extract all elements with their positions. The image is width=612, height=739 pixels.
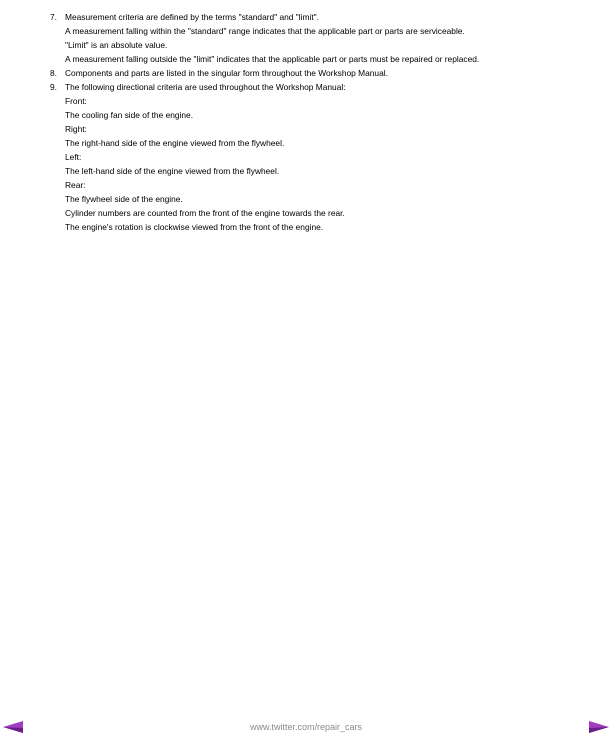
list-item-line: A measurement falling outside the "limit" indicates that the applicable part or parts must be repaired or replaced. (65, 54, 480, 64)
triangle-right-arrow-icon (588, 720, 610, 734)
list-item-8 (0, 66, 612, 80)
list-item-number: 8. (50, 68, 57, 78)
next-page-button[interactable] (588, 720, 610, 734)
direction-description: The right-hand side of the engine viewed from the flywheel. (65, 138, 285, 148)
list-item-line: "Limit" is an absolute value. (65, 40, 168, 50)
direction-description: The flywheel side of the engine. (65, 194, 183, 204)
list-item-line: Cylinder numbers are counted from the front of the engine towards the rear. (65, 208, 345, 218)
list-item-line: The engine's rotation is clockwise viewed from the front of the engine. (65, 222, 324, 232)
direction-label-right: Right: (65, 124, 87, 134)
direction-description: The left-hand side of the engine viewed from the flywheel. (65, 166, 280, 176)
list-item-line: A measurement falling within the "standard" range indicates that the applicable part or parts are serviceable. (65, 26, 465, 36)
list-item-number: 9. (50, 82, 57, 92)
direction-label-rear: Rear: (65, 180, 86, 190)
list-item-number: 7. (50, 12, 57, 22)
direction-label-front: Front: (65, 96, 87, 106)
document-body (0, 10, 612, 234)
direction-description: The cooling fan side of the engine. (65, 110, 194, 120)
direction-label-left: Left: (65, 152, 82, 162)
list-item-line: Measurement criteria are defined by the terms "standard" and "limit". (65, 12, 319, 22)
list-item-9 (0, 80, 612, 234)
twitter-link[interactable]: www.twitter.com/repair_cars (249, 722, 363, 732)
list-item-line: Components and parts are listed in the singular form throughout the Workshop Manual. (65, 68, 388, 78)
list-item-line: The following directional criteria are used throughout the Workshop Manual: (65, 82, 346, 92)
page-footer (0, 720, 612, 734)
list-item-7 (0, 10, 612, 66)
